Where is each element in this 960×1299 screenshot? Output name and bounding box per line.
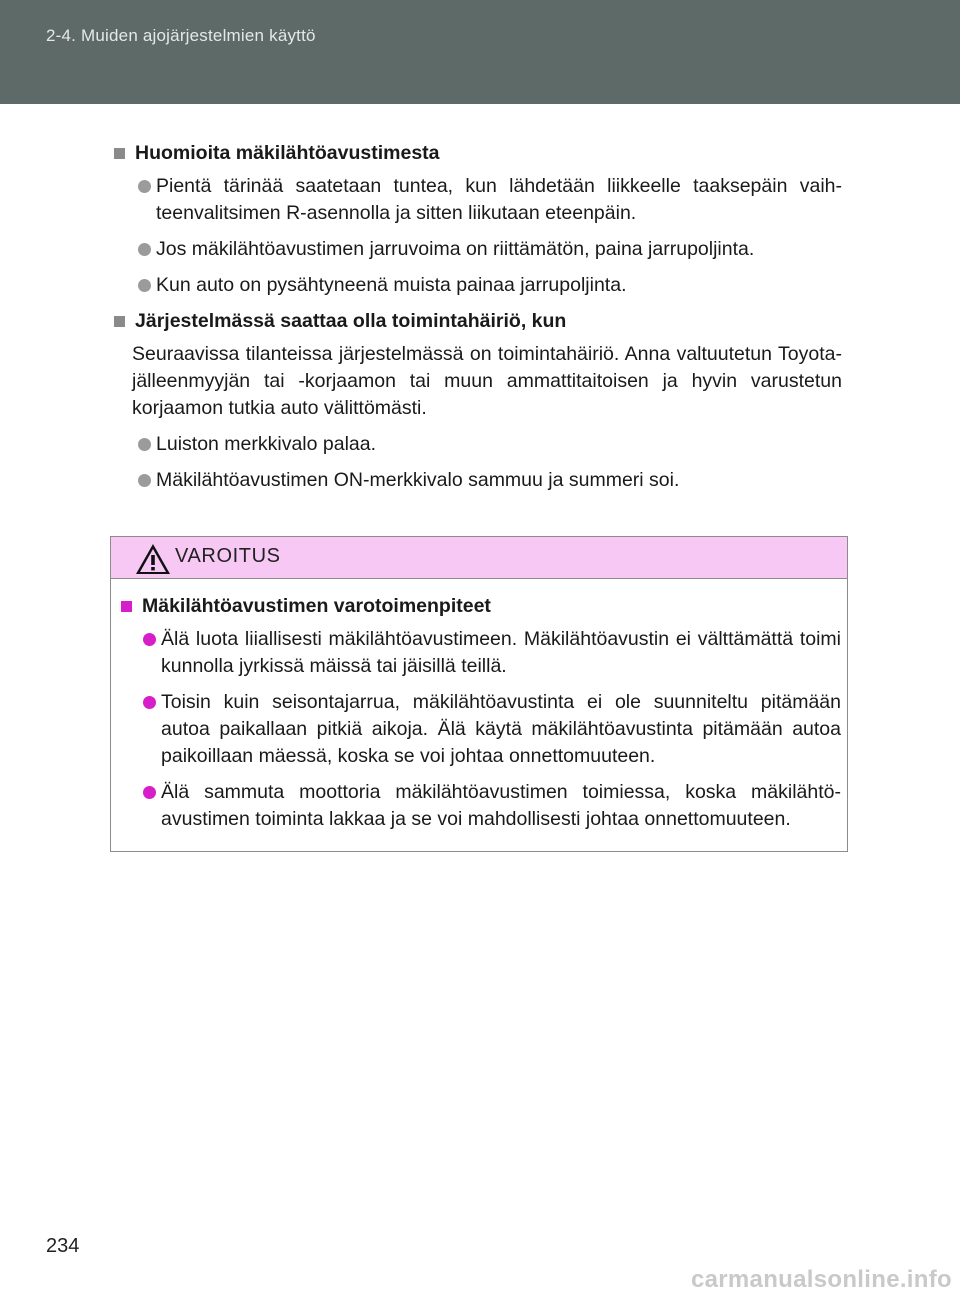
warning-triangle-icon <box>135 543 171 575</box>
section-heading-text: Järjestelmässä saattaa olla toimintahäiriö, kun <box>135 310 567 332</box>
round-bullet-icon <box>143 786 156 799</box>
list-item <box>138 173 842 227</box>
warning-box <box>110 536 848 852</box>
warning-title: VAROITUS <box>175 545 281 567</box>
round-bullet-icon <box>138 438 151 451</box>
square-bullet-icon <box>121 601 132 612</box>
list-item <box>138 236 842 263</box>
header-band <box>0 0 960 104</box>
list-item-text: Kun auto on pysähtyneenä muista painaa jarrupoljinta. <box>156 274 627 296</box>
list-item-text: Jos mäkilähtöavustimen jarruvoima on riittämätön, paina jarrupoljinta. <box>156 238 755 260</box>
warning-header <box>111 537 847 579</box>
round-bullet-icon <box>138 243 151 256</box>
list-item <box>143 779 841 833</box>
main-content <box>114 140 842 503</box>
list-item-text: Älä luota liiallisesti mäkilähtöavustimeen. Mäkilähtöavustin ei välttämättä toimi kunnolla jyrkissä mäissä tai jäisillä teillä. <box>161 628 841 677</box>
round-bullet-icon <box>143 633 156 646</box>
warning-heading-text: Mäkilähtöavustimen varotoimenpiteet <box>142 595 491 617</box>
section-title: 2-4. Muiden ajojärjestelmien käyttö <box>46 26 316 45</box>
section-heading-hill-start-notes <box>114 140 842 167</box>
list-item <box>143 626 841 680</box>
list-item-text: Toisin kuin seisontajarrua, mäkilähtöavustinta ei ole suunniteltu pitämään autoa paikallaan pitkiä aikoja. Älä käytä mäkilähtöavustinta pitämään autoa paikoillaan mäessä, koska se voi johtaa onnettomuuteen. <box>161 691 841 767</box>
round-bullet-icon <box>138 474 151 487</box>
list-item <box>138 431 842 458</box>
round-bullet-icon <box>138 279 151 292</box>
list-item <box>143 689 841 770</box>
warning-body <box>121 593 841 842</box>
watermark: carmanualsonline.info <box>690 1266 952 1293</box>
round-bullet-icon <box>138 180 151 193</box>
page-number: 234 <box>46 1235 80 1257</box>
section-heading-text: Huomioita mäkilähtöavustimesta <box>135 142 440 164</box>
list-item-text: Pientä tärinää saatetaan tuntea, kun lähdetään liikkeelle taaksepäin vaih-teenvalitsimen R-asennolla ja sitten liikutaan eteenpäin. <box>156 175 842 224</box>
round-bullet-icon <box>143 696 156 709</box>
list-item <box>138 272 842 299</box>
paragraph: Seuraavissa tilanteissa järjestelmässä on toimintahäiriö. Anna valtuutetun Toyota-jälleenmyyjän tai -korjaamon tai muun ammattitaitoisen ja hyvin varustetun korjaamon tutkia auto välittömästi. <box>132 343 842 419</box>
list-item-text: Mäkilähtöavustimen ON-merkkivalo sammuu ja summeri soi. <box>156 469 680 491</box>
list-item <box>138 467 842 494</box>
section-heading-malfunction <box>114 308 842 335</box>
square-bullet-icon <box>114 316 125 327</box>
warning-heading <box>121 593 841 620</box>
list-item-text: Luiston merkkivalo palaa. <box>156 433 377 455</box>
list-item-text: Älä sammuta moottoria mäkilähtöavustimen toimiessa, koska mäkilähtö-avustimen toiminta lakkaa ja se voi mahdollisesti johtaa onnettomuuteen. <box>161 781 841 830</box>
square-bullet-icon <box>114 148 125 159</box>
